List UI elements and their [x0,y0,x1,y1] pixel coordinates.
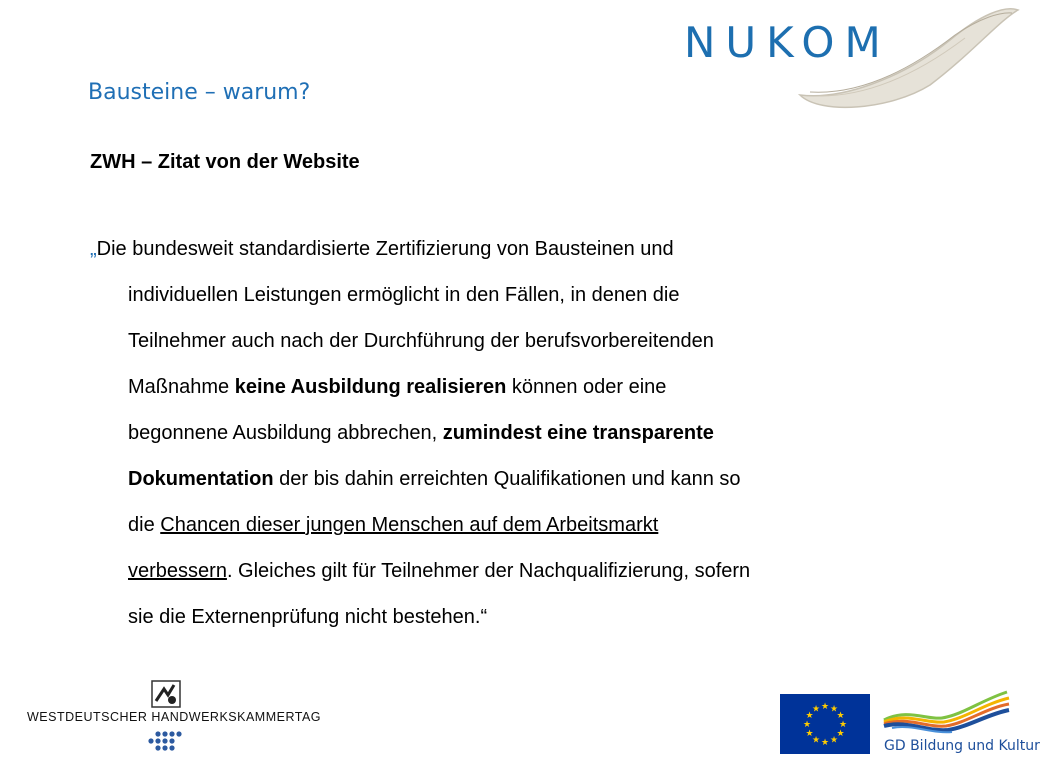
gd-bildung-swoosh-graphic [882,690,1012,736]
quote-line [90,272,950,318]
svg-text:★: ★ [811,735,821,746]
svg-text:★: ★ [836,711,845,721]
quote-line [90,594,950,640]
underlined-text: Chancen dieser jungen Menschen auf dem Arbeitsmarkt [160,514,659,536]
emphasis-text: Dokumentation [128,468,274,490]
quote-line [90,318,950,364]
svg-text:★: ★ [811,704,821,715]
svg-text:★: ★ [829,704,839,715]
svg-text:★: ★ [820,738,830,748]
quote-text: Teilnehmer auch nach der Durchführung der berufsvorbereitenden [128,330,714,352]
closing-quote-mark: “ [480,606,488,628]
quote-block [90,226,950,640]
svg-text:★: ★ [836,729,845,739]
quote-line [90,410,950,456]
quote-text: Die bundesweit standardisierte Zertifizierung von Bausteinen und [96,238,674,260]
whkt-emblem-icon [152,681,180,707]
quote-text: begonnene Ausbildung abbrechen, [128,422,443,444]
nukom-logo-text: NUKOM [684,18,891,67]
emphasis-text: keine Ausbildung realisieren [234,376,507,398]
quote-text: der bis dahin erreichten Qualifikationen und kann so [273,468,741,490]
svg-text:★: ★ [820,702,830,712]
quote-text: Maßnahme [128,376,235,398]
quote-line [90,456,950,502]
emphasis-text: zumindest eine transparente [442,422,714,444]
slide-title: Bausteine – warum? [88,80,311,105]
gd-bildung-und-kultur-label: GD Bildung und Kultur [884,738,1040,754]
quote-text: sie die Externenprüfung nicht bestehen. [128,606,481,628]
svg-text:★: ★ [805,711,814,721]
whkt-dots-logo [148,730,184,754]
quote-line [90,226,950,272]
quote-text: die [128,514,161,536]
quote-source-heading: ZWH – Zitat von der Website [90,151,360,173]
svg-text:★: ★ [802,720,812,730]
whkt-organization-name: WESTDEUTSCHER HANDWERKSKAMMERTAG [27,710,322,724]
eu-flag-icon [780,694,870,754]
underlined-text: verbessern [128,560,227,582]
quote-text: individuellen Leistungen ermöglicht in den Fällen, in denen die [128,284,680,306]
svg-text:★: ★ [829,735,839,746]
quote-text: können oder eine [506,376,667,398]
svg-text:★: ★ [838,720,848,730]
opening-quote-mark: „ [90,238,97,260]
svg-text:★: ★ [805,729,814,739]
quote-text: . Gleiches gilt für Teilnehmer der Nachqualifizierung, sofern [226,560,751,582]
quote-line [90,502,950,548]
quote-line [90,364,950,410]
quote-line [90,548,950,594]
